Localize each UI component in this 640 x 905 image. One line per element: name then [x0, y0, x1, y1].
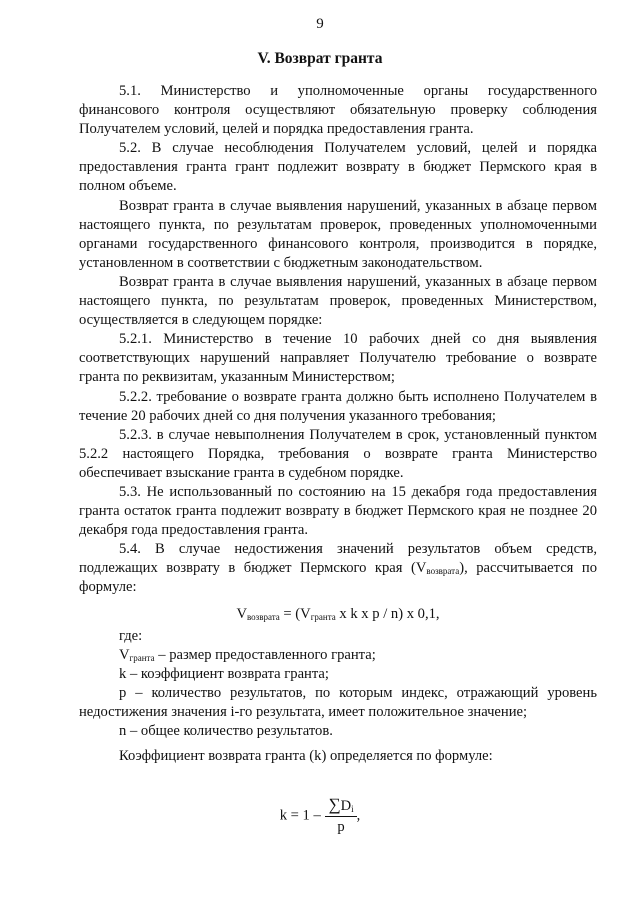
formula2-lhs: k = 1 –: [279, 807, 321, 824]
paragraph-return-control: Возврат гранта в случае выявления нарушений, указанных в абзаце первом настоящего пункта, по результатам проверок, проведенных уполномоченными органами государственного финансового контроля, производится в порядке, установленном в соответствии с бюджетным законодательством.: [79, 197, 597, 271]
paragraph-5-2-3: 5.2.3. в случае невыполнения Получателем в срок, установленный пунктом 5.2.2 настоящего Порядка, требования о возврате гранта Министерство обеспечивает взыскание гранта в судебном порядке.: [79, 426, 597, 481]
paragraph-5-4: [79, 540, 597, 597]
definition-p: p – количество результатов, по которым индекс, отражающий уровень недостижения значения i-го результата, имеет положительное значение;: [79, 684, 597, 720]
definition-k: k – коэффициент возврата гранта;: [119, 665, 329, 682]
definition-vgranta: $V_{гранта}$ – размер предоставленного гранта;: [119, 646, 376, 663]
formula2-tail: ,: [356, 807, 361, 824]
section-title: V. Возврат гранта: [257, 50, 383, 67]
paragraph-5-2-2: 5.2.2. требование о возврате гранта должно быть исполнено Получателем в течение 20 рабочих дней со дня получения указанного требования;: [79, 388, 597, 424]
document-body: [79, 82, 597, 766]
paragraph-5-1: 5.1. Министерство и уполномоченные органы государственного финансового контроля осуществляют обязательную проверку соблюдения Получателем условий, целей и порядка предоставления гранта.: [79, 83, 597, 138]
p54-subscript: возврата: [426, 566, 460, 577]
sigma-symbol: ∑: [328, 795, 341, 814]
p54-text-after: ), рассчитывается по формуле:: [79, 560, 597, 596]
paragraph-5-3: 5.3. Не использованный по состоянию на 15 декабря года предоставления гранта остаток гранта подлежит возврату в бюджет Пермского края не позднее 20 декабря года предоставления гранта.: [79, 483, 597, 539]
paragraph-5-2-1: 5.2.1. Министерство в течение 10 рабочих дней со дня выявления соответствующих нарушений направляет Получателю требование о возврате гранта по реквизитам, указанным Министерством;: [79, 331, 597, 386]
where-label: где:: [119, 627, 143, 644]
paragraph-5-2: 5.2. В случае несоблюдения Получателем условий, целей и порядка предоставления гранта грант подлежит возврату в бюджет Пермского края в полном объеме.: [79, 140, 597, 195]
k-formula-intro: Коэффициент возврата гранта (k) определяется по формуле:: [119, 748, 493, 765]
definition-n: n – общее количество результатов.: [119, 723, 333, 739]
formula2-fraction: [325, 795, 356, 837]
formula2-numerator: $\sum D_i$: [325, 795, 356, 817]
formula1-v-subscript: возврата: [246, 611, 280, 622]
formula1-granta-subscript: гранта: [310, 611, 336, 622]
formula-v-vozvrata: $V_{возврата} = (V_{гранта}$ x k x p / n) x 0,1,: [236, 605, 440, 622]
paragraph-return-ministry: Возврат гранта в случае выявления нарушений, указанных в абзаце первом настоящего пункта, по результатам проверок, проведенных Министерством, осуществляется в следующем порядке:: [79, 273, 597, 329]
p54-text-before: 5.4. В случае недостижения значений результатов объем средств, подлежащих возврату в бюджет Пермского края (V: [79, 541, 597, 577]
page-number: 9: [316, 16, 324, 32]
formula-k: [0, 795, 640, 837]
formula2-denominator: p: [337, 819, 345, 835]
